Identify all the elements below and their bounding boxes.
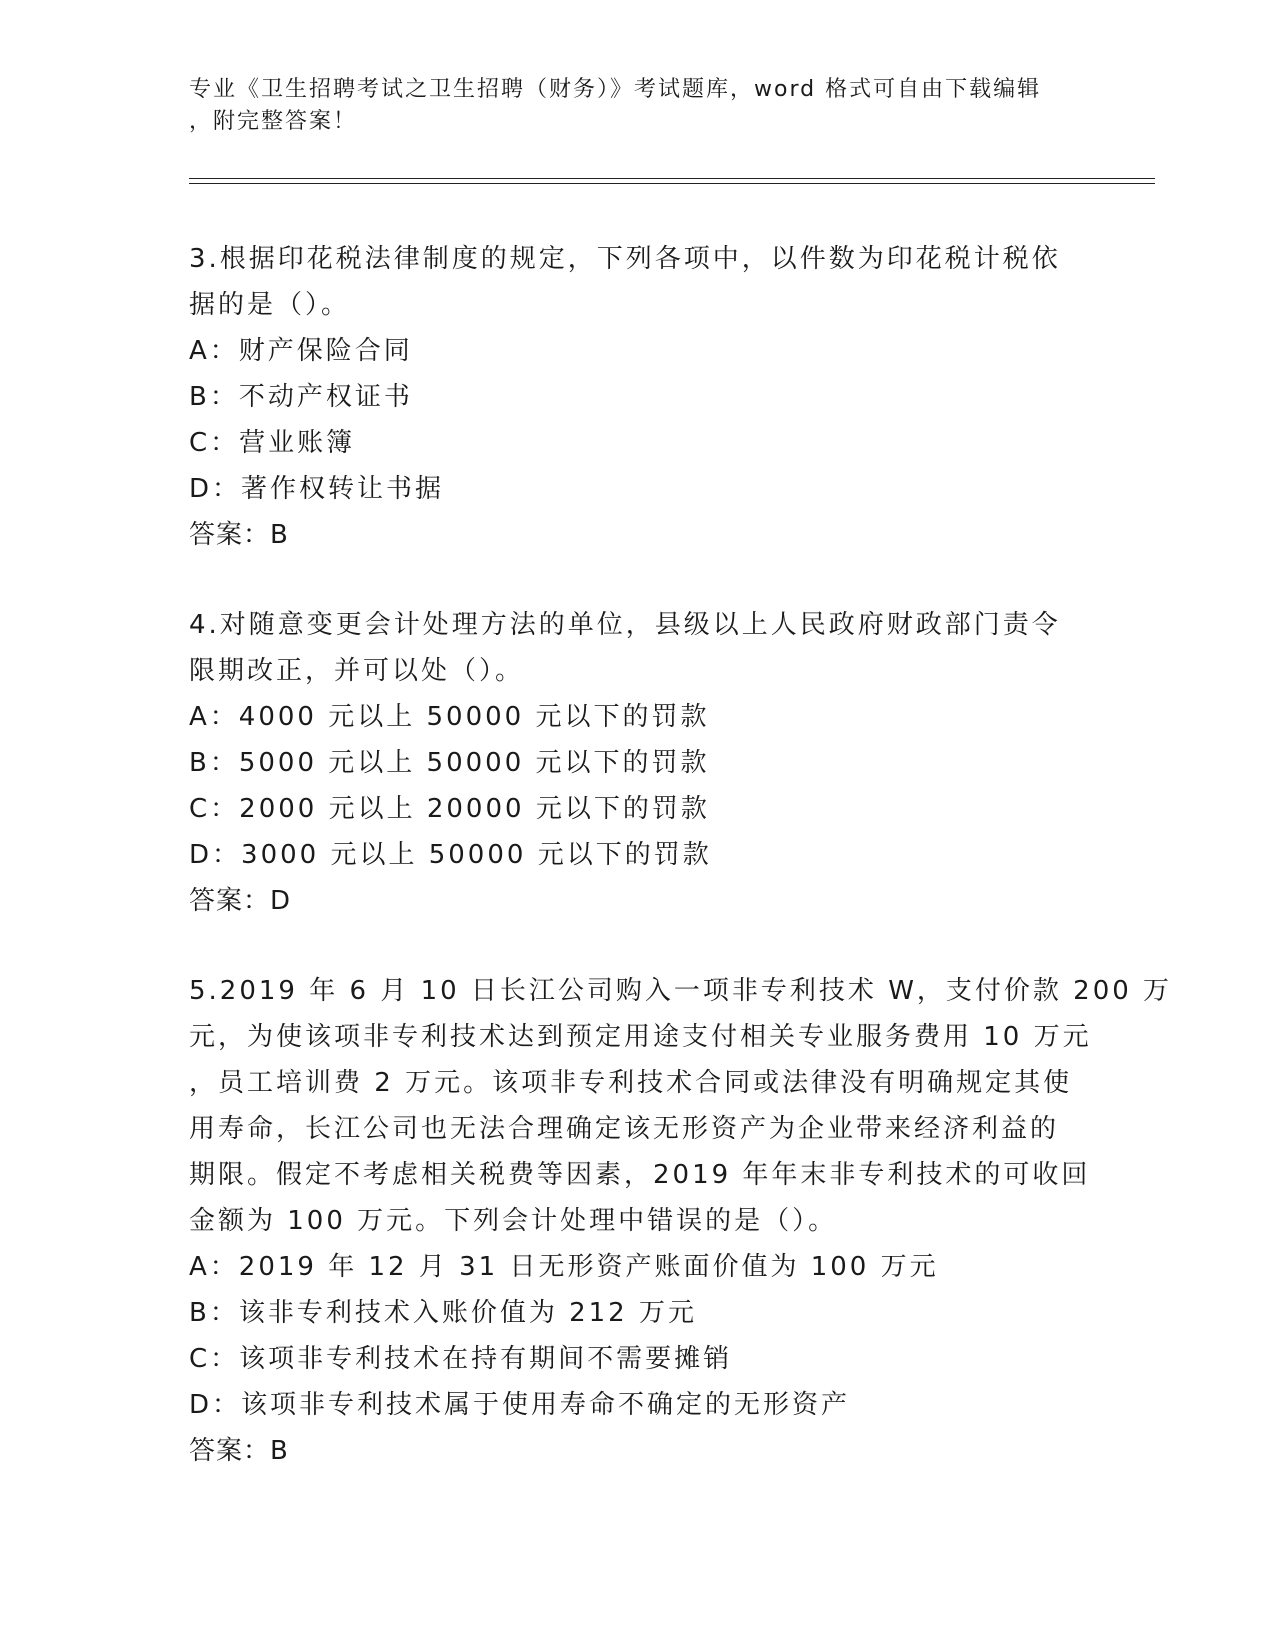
stem-line: 用寿命，长江公司也无法合理确定该无形资产为企业带来经济利益的 (189, 1114, 1060, 1144)
question-stem (189, 968, 1173, 1244)
stem-line: 元，为使该项非专利技术达到预定用途支付相关专业服务费用 10 万元 (189, 1022, 1092, 1052)
question-stem (189, 236, 1089, 328)
stem-line: 据的是（）。 (189, 290, 351, 320)
option-d: D：3000 元以上 50000 元以下的罚款 (189, 840, 712, 870)
answer-line: 答案：B (189, 1436, 289, 1466)
stem-line: 5.2019 年 6 月 10 日长江公司购入一项非专利技术 W，支付价款 200 万 (189, 976, 1173, 1006)
answer-line: 答案：B (189, 520, 289, 550)
option-c: C：该项非专利技术在持有期间不需要摊销 (189, 1344, 733, 1374)
option-a: A：2019 年 12 月 31 日无形资产账面价值为 100 万元 (189, 1252, 939, 1282)
question-3 (189, 236, 1089, 558)
document-header (189, 74, 1079, 138)
answer-line: 答案：D (189, 886, 292, 916)
header-line: ，附完整答案！ (189, 109, 358, 134)
stem-line: 4.对随意变更会计处理方法的单位，县级以上人民政府财政部门责令 (189, 610, 1061, 640)
question-5 (189, 968, 1173, 1474)
question-4 (189, 602, 1089, 924)
stem-line: 限期改正，并可以处（）。 (189, 656, 525, 686)
option-c: C：营业账簿 (189, 428, 356, 458)
stem-line: ，员工培训费 2 万元。该项非专利技术合同或法律没有明确规定其使 (189, 1068, 1073, 1098)
option-b: B：5000 元以上 50000 元以下的罚款 (189, 748, 710, 778)
option-a: A：4000 元以上 50000 元以下的罚款 (189, 702, 710, 732)
header-line: 专业《卫生招聘考试之卫生招聘（财务）》考试题库，word 格式可自由下载编辑 (189, 77, 1042, 102)
option-d: D：该项非专利技术属于使用寿命不确定的无形资产 (189, 1390, 851, 1420)
stem-line: 3.根据印花税法律制度的规定，下列各项中，以件数为印花税计税依 (189, 244, 1061, 274)
header-divider-top (189, 178, 1155, 179)
question-stem (189, 602, 1089, 694)
stem-line: 期限。假定不考虑相关税费等因素，2019 年年末非专利技术的可收回 (189, 1160, 1091, 1190)
option-b: B：不动产权证书 (189, 382, 413, 412)
header-divider-bottom (189, 183, 1155, 184)
question-list (189, 236, 1173, 1518)
stem-line: 金额为 100 万元。下列会计处理中错误的是（）。 (189, 1206, 838, 1236)
option-c: C：2000 元以上 20000 元以下的罚款 (189, 794, 710, 824)
option-d: D：著作权转让书据 (189, 474, 445, 504)
option-a: A：财产保险合同 (189, 336, 413, 366)
option-b: B：该非专利技术入账价值为 212 万元 (189, 1298, 697, 1328)
